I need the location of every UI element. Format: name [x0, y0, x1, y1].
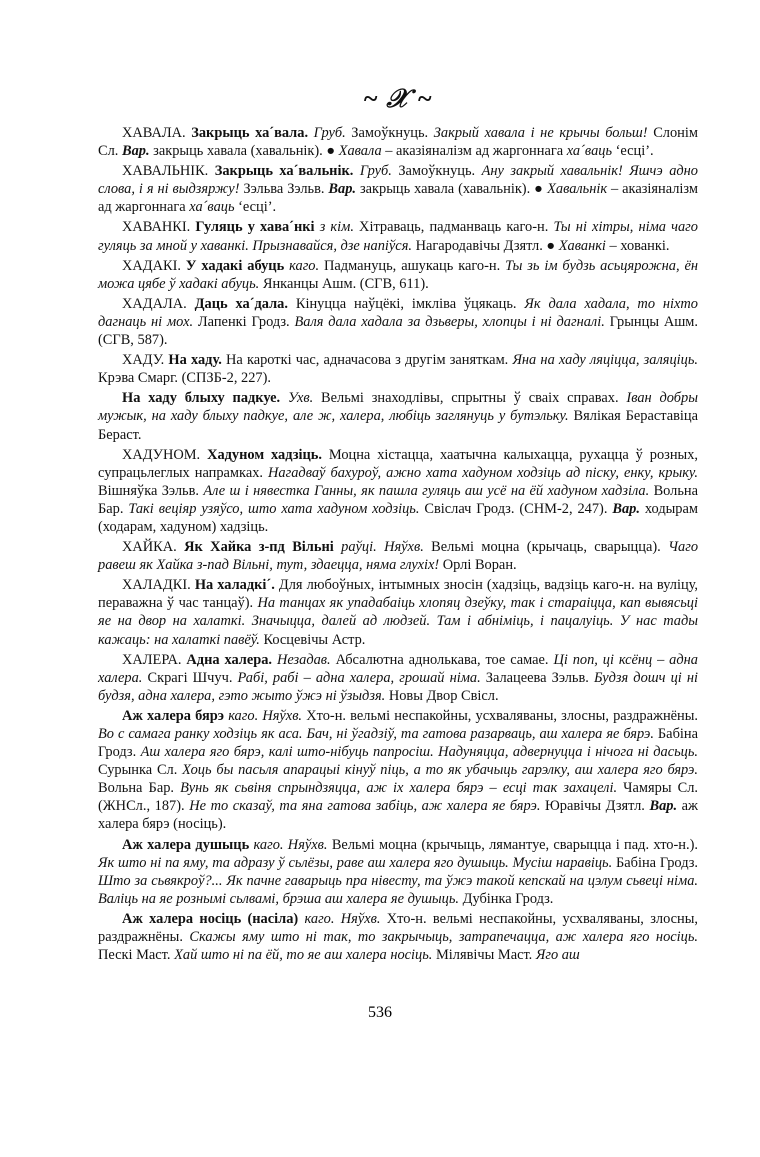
italic-text: Хавальнік	[547, 181, 608, 198]
italic-text: каго.	[289, 257, 320, 274]
entry-text: ‘есці’.	[612, 143, 654, 160]
italic-text: Закрый хавала і не крычы больш!	[433, 125, 648, 141]
entry-text: Вельмі знаходлівы, спрытны ў сваіх справах.	[313, 390, 627, 407]
dictionary-entry	[98, 707, 698, 834]
variant-label: Вар.	[649, 798, 678, 815]
entry-text: Вялікая Бераставіца Бераст.	[98, 408, 699, 443]
italic-text: ха´ваць	[189, 199, 235, 216]
entry-text: ХАЙКА.	[122, 539, 185, 556]
italic-text: Во с самага ранку ходзіць як аса. Бач, ні ўгадзіў, та гатова разарваць, аш халера яе бярэ.	[98, 726, 654, 742]
dictionary-entry	[98, 538, 698, 574]
entry-text: Новы Двор Свісл.	[385, 687, 499, 704]
entry-text: Сурынка Сл.	[98, 762, 183, 779]
dictionary-entry	[98, 351, 698, 387]
italic-text: Яго аш	[535, 947, 580, 964]
entry-text: ХАДАКІ.	[122, 257, 186, 274]
headword-phrase: Як Хайка з-пд Вільні	[184, 539, 334, 556]
dictionary-entry	[98, 836, 698, 908]
entry-text: ходырам (ходарам, хадуном) хадзіць.	[98, 500, 698, 535]
italic-text: Што за сьвякроў?... Як пачне гаварыць пра нівесту, та ўжэ такой кепскай на цэлум сьвеці німа. Валіць на яе рознымі сьлвамі, брэша аш халера яе душыць.	[98, 872, 698, 907]
entry-text: Мілявічы Маст.	[432, 947, 536, 964]
entry-text: – аказіяналізм ад жаргоннага	[98, 181, 698, 216]
italic-text: Хай што ні па ёй, то яе аш халера носіць.	[174, 947, 433, 964]
entry-text: ‘есці’.	[234, 199, 277, 216]
headword-phrase: Адна халера.	[186, 651, 273, 668]
entry-text: Вельмі моцна (крычаць, сварыцца).	[423, 539, 669, 556]
entry-text: ХАДУ.	[122, 352, 169, 369]
italic-text: Хавала	[338, 143, 382, 160]
entry-text: Слонім Сл.	[98, 125, 698, 160]
headword-phrase: На хаду блыху падкуе.	[122, 390, 281, 407]
headword-phrase: У хадакі абуць	[185, 257, 285, 274]
italic-text: На танцах як упадабаіць хлопяц дзеўку, так і стараіцца, кап вывясьці яе на двор на халаткі. Значыцца, далей ад людзей. Там і абніміць, і пацалуіць. У нас тады кажаць: на халаткі павёў.	[98, 595, 698, 648]
entry-text: Орлі Воран.	[439, 557, 517, 574]
entry-text: На кароткі час, адначасова з другім заняткам.	[221, 352, 513, 369]
italic-text: Рабі, рабі – адна халера, грошай німа.	[237, 669, 481, 686]
variant-label: Вар.	[328, 181, 357, 198]
entry-text: Вельмі моцна (крычыць, лямантуе, сварыцца і пад. хто-н.).	[327, 836, 698, 853]
italic-text: Хаванкі	[558, 237, 606, 254]
entry-text	[280, 390, 288, 406]
dictionary-entry	[98, 389, 698, 443]
entry-text: Грынцы Ашм. (СГВ, 587).	[98, 313, 698, 349]
entry-text: Зэльва Зэльв.	[239, 181, 329, 198]
italic-text: Ану закрый хавальнік! Яшчэ адно слова, і я ні выдзяржу!	[98, 163, 699, 198]
italic-text: Ты ні хітры, німа чаго гуляць за мной у хаванкі. Прызнавайся, дзе напіўся.	[98, 219, 698, 254]
italic-text: каго. Няўхв.	[253, 836, 328, 853]
entry-text: Для любоўных, інтымных зносін (хадзіць, вадзіць каго-н. на вуліцу, пераважна ў час танцаў).	[98, 577, 699, 612]
dictionary-entry	[98, 218, 698, 254]
entry-text: Вольна Бар.	[98, 780, 181, 797]
entry-text: Вольна Бар.	[98, 482, 699, 517]
headword-phrase: Даць ха´дала.	[194, 295, 288, 312]
italic-text: Ці поп, ці ксёнц – адна халера.	[98, 651, 698, 686]
italic-text: Хоць бы пасьля апарацыі кінуў піць, а то як убачыць гарэлку, аш халера яго бярэ.	[182, 762, 699, 779]
entry-text: Вішняўка Зэльв.	[98, 482, 204, 499]
entry-text: закрыць хавала (хавальнік). ●	[356, 181, 548, 198]
dictionary-entry	[98, 910, 698, 964]
entry-text: Свіслач Гродз. (СНМ-2, 247).	[419, 500, 613, 517]
dictionary-entry	[98, 162, 698, 216]
italic-text: Яна на хаду ляціцца, заляціць.	[512, 352, 698, 369]
entry-text: Янканцы Ашм. (СГВ, 611).	[259, 275, 429, 292]
page-number: 536	[368, 1004, 392, 1021]
section-letter-header: ~ 𝒳 ~	[363, 84, 433, 113]
entry-text: Залацеева Зэльв.	[480, 669, 594, 686]
italic-text: Ухв.	[287, 390, 314, 407]
entry-text: ХАЛЕРА.	[122, 651, 187, 668]
entry-text: Замоўкнуць.	[345, 125, 434, 141]
entry-text: Бабіна Гродз.	[98, 726, 698, 761]
italic-text: Ты зь ім будзь асьцярожна, ён можа цябе ў хадакі абуць.	[98, 257, 698, 292]
italic-text: Незадав.	[276, 651, 331, 668]
entry-text: ХАЛАДКІ.	[122, 577, 195, 594]
dictionary-entry	[98, 446, 698, 536]
italic-text: Груб.	[313, 125, 346, 141]
dictionary-entry	[98, 576, 698, 648]
italic-text: раўці. Няўхв.	[341, 539, 424, 556]
italic-text: Чаго равеш як Хайка з-пад Вільні, тут, здаецца, няма глухіх!	[98, 539, 699, 574]
italic-text: Груб.	[359, 163, 392, 180]
italic-text: каго. Няўхв.	[304, 910, 381, 927]
italic-text: з кім.	[319, 219, 354, 236]
entry-text: Косцевічы Астр.	[259, 631, 366, 648]
italic-text: Скажы яму што ні так, то закрычыць, затрапечацца, аж халера яго носіць.	[189, 929, 698, 946]
entry-text: Хто-н. вельмі неспакойны, усхваляваны, злосны, раздражнёны.	[98, 910, 698, 946]
entry-text: Нагародавічы Дзятл. ●	[412, 237, 559, 254]
entry-text: Пескі Маст.	[98, 947, 175, 964]
italic-text: ха´ваць	[566, 143, 613, 160]
entry-text: Лапенкі Гродз.	[193, 313, 295, 330]
headword-phrase: Аж халера носіць (насіла)	[122, 910, 299, 927]
entry-text: – аказіяналізм ад жаргоннага	[381, 143, 567, 160]
italic-text: Вунь як сьвіня спрындзяцца, аж іх халера бярэ – есці так захацелі.	[180, 780, 618, 797]
italic-text: Валя дала хадала за дзьверы, хлопцы і ні дагналі.	[294, 313, 605, 330]
entry-text: закрыць хавала (хавальнік). ●	[149, 143, 339, 160]
entry-text: аж халера бярэ (носіць).	[98, 798, 698, 833]
entries-list	[98, 124, 698, 964]
entry-text: ХАДУНОМ.	[122, 446, 208, 463]
italic-text: Іван добры мужык, на хаду блыху падкуе, але ж, халера, любіць заглянуць у бутэльку.	[98, 390, 698, 425]
entry-text: Падмануць, ашукаць каго-н.	[319, 257, 506, 274]
italic-text: Нагадваў бахуроў, ажно хата хадуном ходзіць ад піску, енку, крыку.	[268, 464, 698, 481]
italic-text: Аш халера яго бярэ, калі што-нібуць папросіш. Надуняцца, адвернуцца і нічога ні дасьць.	[140, 744, 698, 761]
entry-text: Замоўкнуць.	[391, 163, 482, 180]
headword-phrase: Аж халера бярэ	[122, 707, 225, 724]
entry-text: Хто-н. вельмі неспакойны, усхваляваны, злосны, раздражнёны.	[302, 707, 698, 724]
entry-text: Скрагі Шчуч.	[142, 669, 238, 686]
entry-text: – хованкі.	[605, 237, 670, 254]
variant-label: Вар.	[612, 500, 640, 517]
entry-text: ХАВАЛА.	[122, 125, 192, 141]
entry-text: Абсалютна аднолькава, тое самае.	[330, 651, 554, 668]
dictionary-entry	[98, 295, 698, 349]
headword-phrase: Закрыць ха´вала.	[191, 125, 309, 141]
entry-text: ХАВАНКІ.	[122, 219, 196, 236]
headword-phrase: Закрыць ха´вальнік.	[214, 163, 354, 180]
entry-text: ХАВАЛЬНІК.	[122, 163, 215, 180]
italic-text: Але ш і нявестка Ганны, як пашла гуляць аш усё на ёй хадуном хадзіла.	[203, 482, 650, 499]
headword-phrase: Гуляць у хава´нкі	[195, 219, 315, 236]
entry-text: Крэва Смарг. (СПЗБ-2, 227).	[98, 370, 271, 387]
entry-text: Чамяры Сл. (ЖНСл., 187).	[98, 780, 699, 815]
entry-text: Юравічы Дзятл.	[540, 798, 650, 815]
headword-phrase: На халадкі´.	[194, 577, 275, 594]
dictionary-page	[98, 86, 698, 966]
entry-text: Кінуцца наўцёкі, імкліва ўцякаць.	[287, 295, 525, 312]
italic-text: Будзя дошч ці ні будзя, адна халера, гэто жыто ўжэ ні ўзыдзя.	[98, 669, 698, 704]
italic-text: Такі веціяр узяўсо, што хата хадуном ходзіць.	[128, 500, 420, 517]
dictionary-entry	[98, 257, 698, 293]
entry-text: ХАДАЛА.	[122, 295, 195, 312]
headword-phrase: На хаду.	[168, 352, 222, 369]
entry-text: Бабіна Гродз.	[612, 854, 698, 871]
italic-text: каго. Няўхв.	[228, 707, 303, 724]
variant-label: Вар.	[121, 143, 150, 160]
dictionary-entry	[98, 124, 698, 160]
entry-text: Дубінка Гродз.	[459, 890, 554, 907]
dictionary-entry	[98, 651, 698, 705]
italic-text: Не то сказаў, та яна гатова забіць, аж халера яе бярэ.	[189, 798, 541, 815]
headword-phrase: Хадуном хадзіць.	[207, 446, 322, 463]
headword-phrase: Аж халера душыць	[122, 836, 250, 853]
italic-text: Як што ні па яму, та адразу ў сьлёзы, раве аш халера яго душыць. Мусіш наравіць.	[98, 854, 613, 871]
entry-text: Моцна хістацца, хаатычна калыхацца, рухацца ў розных, супрацьлеглых напрамках.	[98, 446, 698, 481]
italic-text: Як дала хадала, то ніхто дагнаць ні мох.	[98, 295, 699, 330]
entry-text: Хітраваць, падманваць каго-н.	[353, 219, 554, 236]
